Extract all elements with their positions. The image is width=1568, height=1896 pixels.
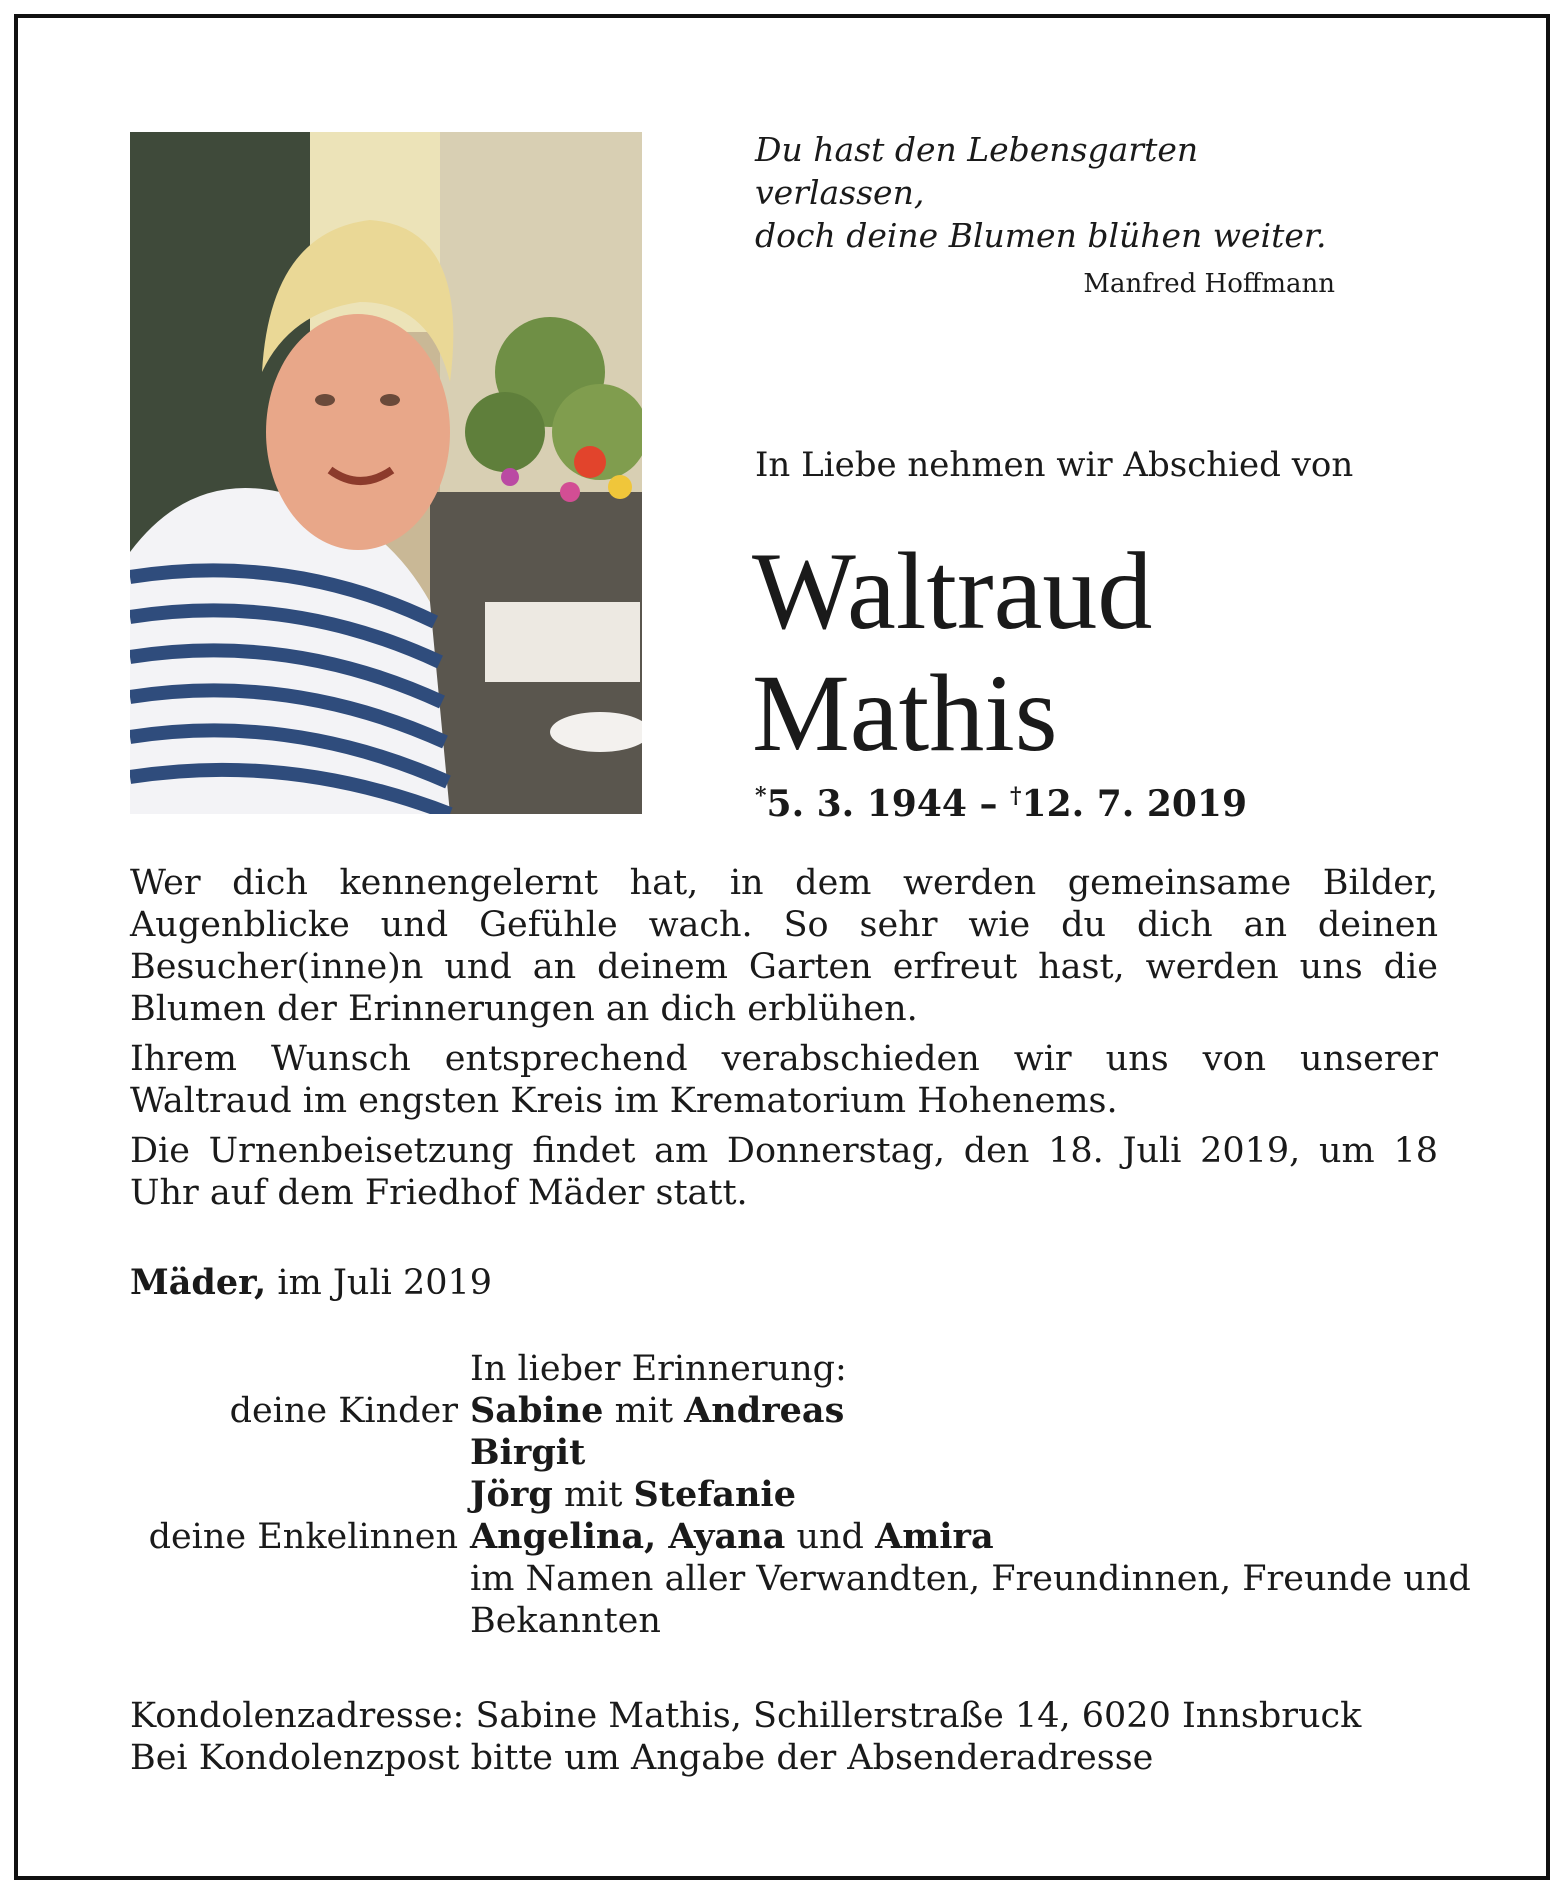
condolence-note: Bei Kondolenzpost bitte um Angabe der Absenderadresse [130, 1738, 1154, 1778]
place-date-text: im Juli 2019 [266, 1263, 493, 1303]
death-date: 12. 7. 2019 [1021, 783, 1248, 825]
farewell-line: In Liebe nehmen wir Abschied von [755, 445, 1354, 485]
grandchildren-names: Angelina, Ayana und Amira [470, 1516, 994, 1557]
paragraph-burial: Die Urnenbeisetzung findet am Donnerstag, den 18. Juli 2019, um 18 Uhr auf dem Friedhof Mäder statt. [130, 1131, 1438, 1213]
obituary-text [130, 862, 1438, 1222]
death-symbol: † [1010, 783, 1022, 809]
birth-symbol: * [755, 783, 767, 809]
grandchildren-label: deine Enkelinnen [148, 1517, 458, 1557]
child-joerg: Jörg mit Stefanie [470, 1474, 796, 1515]
condolence-address: Kondolenzadresse: Sabine Mathis, Schillerstraße 14, 6020 Innsbruck [130, 1696, 1362, 1736]
quote-line-2: doch deine Blumen blühen weiter. [755, 216, 1327, 255]
birth-date: 5. 3. 1944 [766, 783, 967, 825]
date-separator: – [966, 783, 1011, 825]
child-birgit: Birgit [470, 1432, 586, 1473]
life-dates [755, 783, 1247, 825]
relatives-line-1: im Namen aller Verwandten, Freundinnen, Freunde und [470, 1559, 1471, 1599]
paragraph-ceremony: Ihrem Wunsch entsprechend verabschieden wir uns von unserer Waltraud im engsten Kreis im Krematorium Hohenems. [130, 1039, 1438, 1121]
condolence-info [130, 1695, 1361, 1779]
place-town: Mäder, [130, 1262, 267, 1303]
relatives-line-2: Bekannten [470, 1601, 661, 1641]
mourners-list [0, 1348, 1568, 1642]
paragraph-memories: Wer dich kennengelernt hat, in dem werden gemeinsame Bilder, Augenblicke und Gefühle wach. So sehr wie du dich an deinen Besucher(inne)n und an deinem Garten erfreut hast, werden uns die Blumen der Erinnerungen an dich erblühen. [130, 863, 1438, 1029]
children-label: deine Kinder [229, 1391, 458, 1431]
last-name: Mathis [752, 652, 1058, 774]
mourners-intro: In lieber Erinnerung: [470, 1349, 847, 1389]
place-date [130, 1262, 492, 1303]
child-sabine: Sabine mit Andreas [470, 1390, 845, 1431]
quote-line-1: Du hast den Lebensgarten verlassen, [755, 130, 1199, 212]
portrait-photo [130, 132, 642, 814]
first-name: Waltraud [752, 530, 1153, 652]
quote-author: Manfred Hoffmann [1083, 269, 1335, 299]
quote-block [755, 128, 1335, 299]
deceased-name [752, 530, 1152, 774]
